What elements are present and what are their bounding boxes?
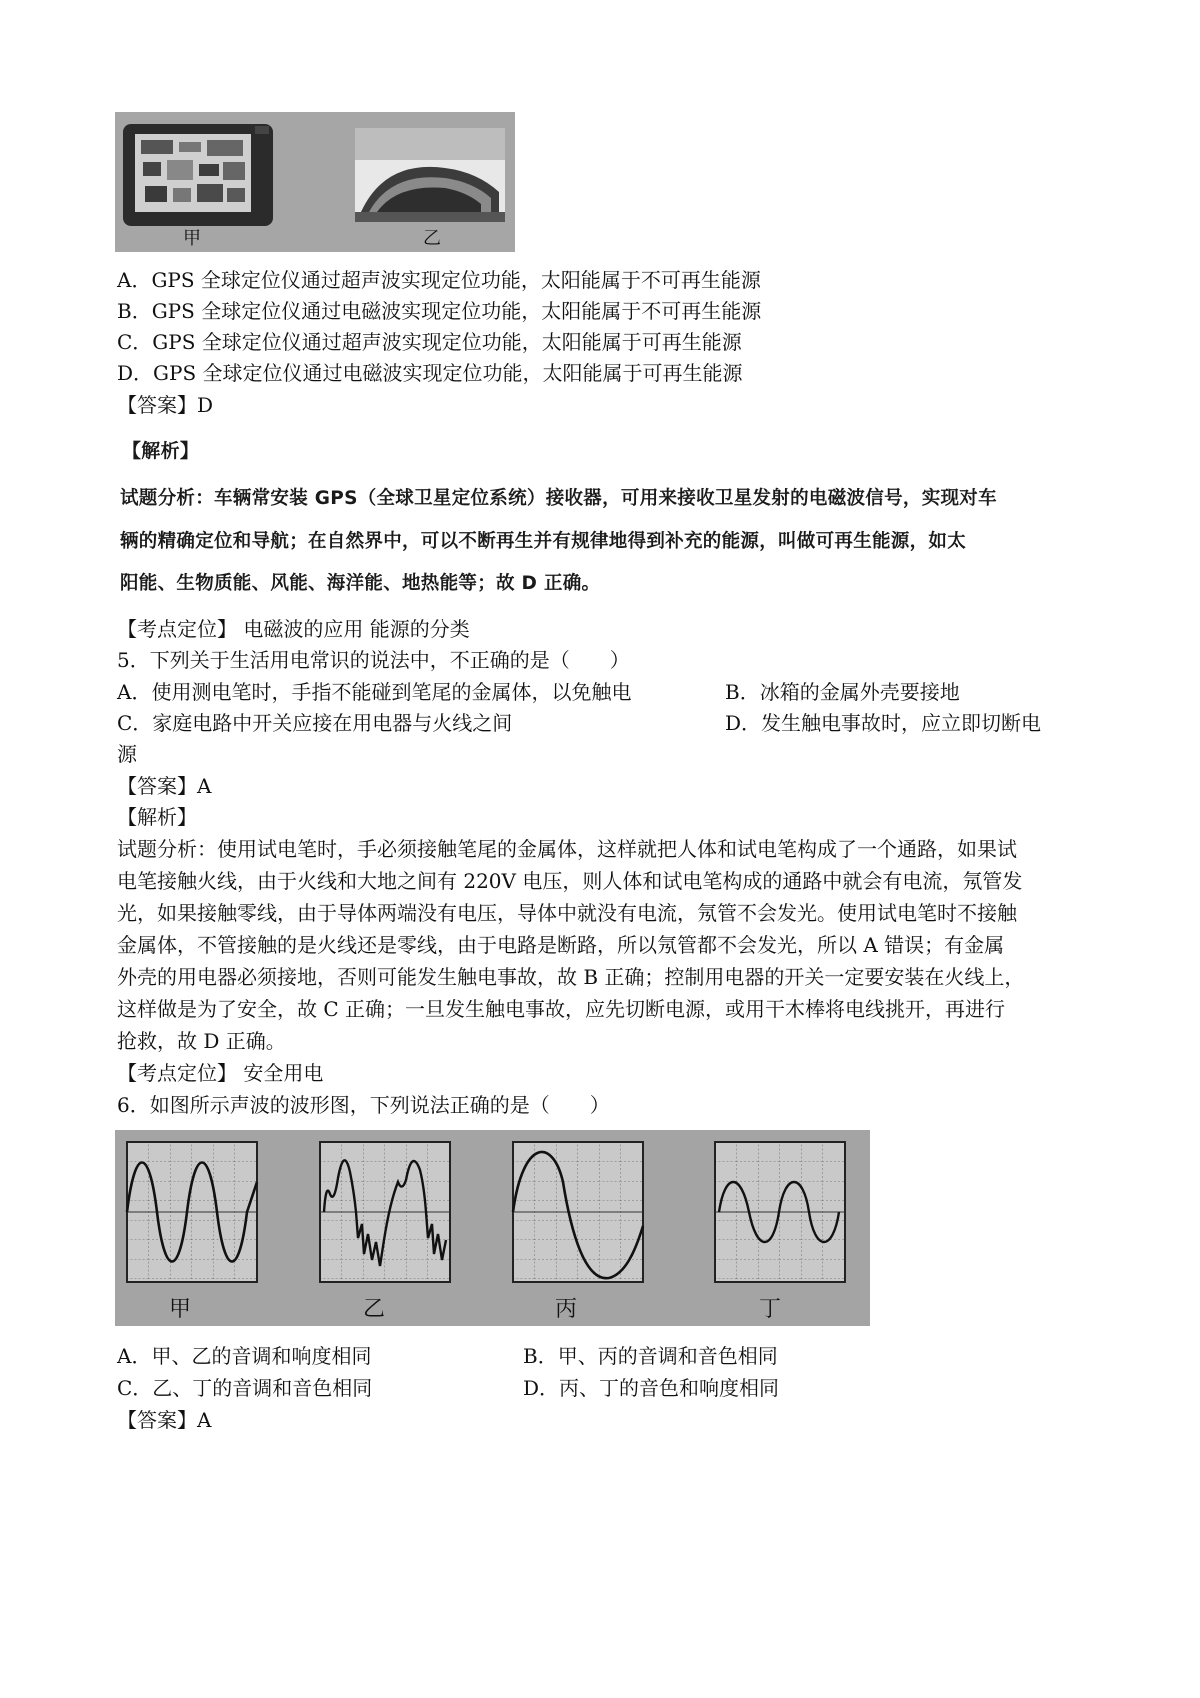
- q5-analysis-title: 【解析】: [117, 805, 197, 829]
- q5-analysis-line: 试题分析：使用试电笔时，手必须接触笔尾的金属体，这样就把人体和试电笔构成了一个通路，如果试: [117, 837, 1017, 861]
- q4-analysis-line-1: 试题分析：车辆常安装 GPS（全球卫星定位系统）接收器，可用来接收卫星发射的电磁波信号，实现对车: [120, 488, 997, 509]
- scope-panel-ding: [715, 1142, 845, 1282]
- q4-analysis-line-3: 阳能、生物质能、风能、海洋能、地热能等；故 D 正确。: [120, 573, 601, 594]
- q5-analysis-line: 光，如果接触零线，由于导体两端没有电压，导体中就没有电流，氖管不会发光。使用试电笔时不接触: [117, 901, 1017, 925]
- scope-panel-jia: [127, 1142, 257, 1282]
- figure1-caption-right: 乙: [423, 228, 441, 249]
- q6-option-c: C．乙、丁的音调和音色相同: [117, 1376, 373, 1400]
- figure-gps-solar: [115, 112, 515, 252]
- q4-option-a: A．GPS 全球定位仪通过超声波实现定位功能，太阳能属于不可再生能源: [117, 268, 761, 292]
- q5-analysis-line: 外壳的用电器必须接地，否则可能发生触电事故，故 B 正确；控制用电器的开关一定要安装在火线上，: [117, 965, 1025, 989]
- q5-analysis-line: 金属体，不管接触的是火线还是零线，由于电路是断路，所以氖管都不会发光，所以 A 错误；有金属: [117, 933, 1005, 957]
- q5-option-a: A．使用测电笔时，手指不能碰到笔尾的金属体，以免触电: [117, 680, 632, 704]
- q5-option-d-part2: 源: [117, 742, 137, 766]
- q4-analysis-line-2: 辆的精确定位和导航；在自然界中，可以不断再生并有规律地得到补充的能源，叫做可再生能源，如太: [120, 531, 967, 552]
- q5-answer: 【答案】A: [117, 774, 212, 798]
- waveforms-svg: [115, 1130, 870, 1326]
- figure-waveforms: [115, 1130, 870, 1326]
- q4-option-c: C．GPS 全球定位仪通过超声波实现定位功能，太阳能属于可再生能源: [117, 330, 742, 354]
- scope-panel-yi: [320, 1142, 450, 1282]
- q5-stem: 5．下列关于生活用电常识的说法中，不正确的是（ ）: [117, 648, 630, 672]
- gps-device-image: [115, 112, 515, 252]
- q6-option-d: D．丙、丁的音色和响度相同: [523, 1376, 780, 1400]
- q4-option-d: D．GPS 全球定位仪通过电磁波实现定位功能，太阳能属于可再生能源: [117, 361, 743, 385]
- q6-option-a: A．甲、乙的音调和响度相同: [117, 1344, 372, 1368]
- q5-kaodian: 【考点定位】 安全用电: [117, 1061, 324, 1085]
- q6-stem: 6．如图所示声波的波形图，下列说法正确的是（ ）: [117, 1093, 610, 1117]
- waveform-caption-jia: 甲: [169, 1297, 192, 1322]
- q5-analysis-line: 抢救，故 D 正确。: [117, 1029, 286, 1053]
- waveform-caption-ding: 丁: [759, 1297, 782, 1322]
- scope-panel-bing: [513, 1142, 643, 1282]
- q5-analysis-line: 电笔接触火线，由于火线和大地之间有 220V 电压，则人体和试电笔构成的通路中就会有电流，氖管发: [117, 869, 1023, 893]
- q4-kaodian: 【考点定位】 电磁波的应用 能源的分类: [117, 617, 470, 641]
- q4-analysis-title: 【解析】: [122, 440, 200, 462]
- q6-option-b: B．甲、丙的音调和音色相同: [523, 1344, 778, 1368]
- q4-option-b: B．GPS 全球定位仪通过电磁波实现定位功能，太阳能属于不可再生能源: [117, 299, 762, 323]
- q6-answer: 【答案】A: [117, 1408, 212, 1432]
- q5-analysis-line: 这样做是为了安全，故 C 正确；一旦发生触电事故，应先切断电源，或用干木棒将电线挑开，再进行: [117, 997, 1006, 1021]
- waveform-caption-yi: 乙: [363, 1297, 386, 1322]
- q5-option-d-part1: D．发生触电事故时，应立即切断电: [725, 711, 1042, 735]
- waveform-caption-bing: 丙: [555, 1297, 578, 1322]
- figure1-caption-left: 甲: [183, 228, 201, 249]
- q5-option-b: B．冰箱的金属外壳要接地: [725, 680, 960, 704]
- q4-answer: 【答案】D: [117, 393, 214, 417]
- q5-option-c: C．家庭电路中开关应接在用电器与火线之间: [117, 711, 513, 735]
